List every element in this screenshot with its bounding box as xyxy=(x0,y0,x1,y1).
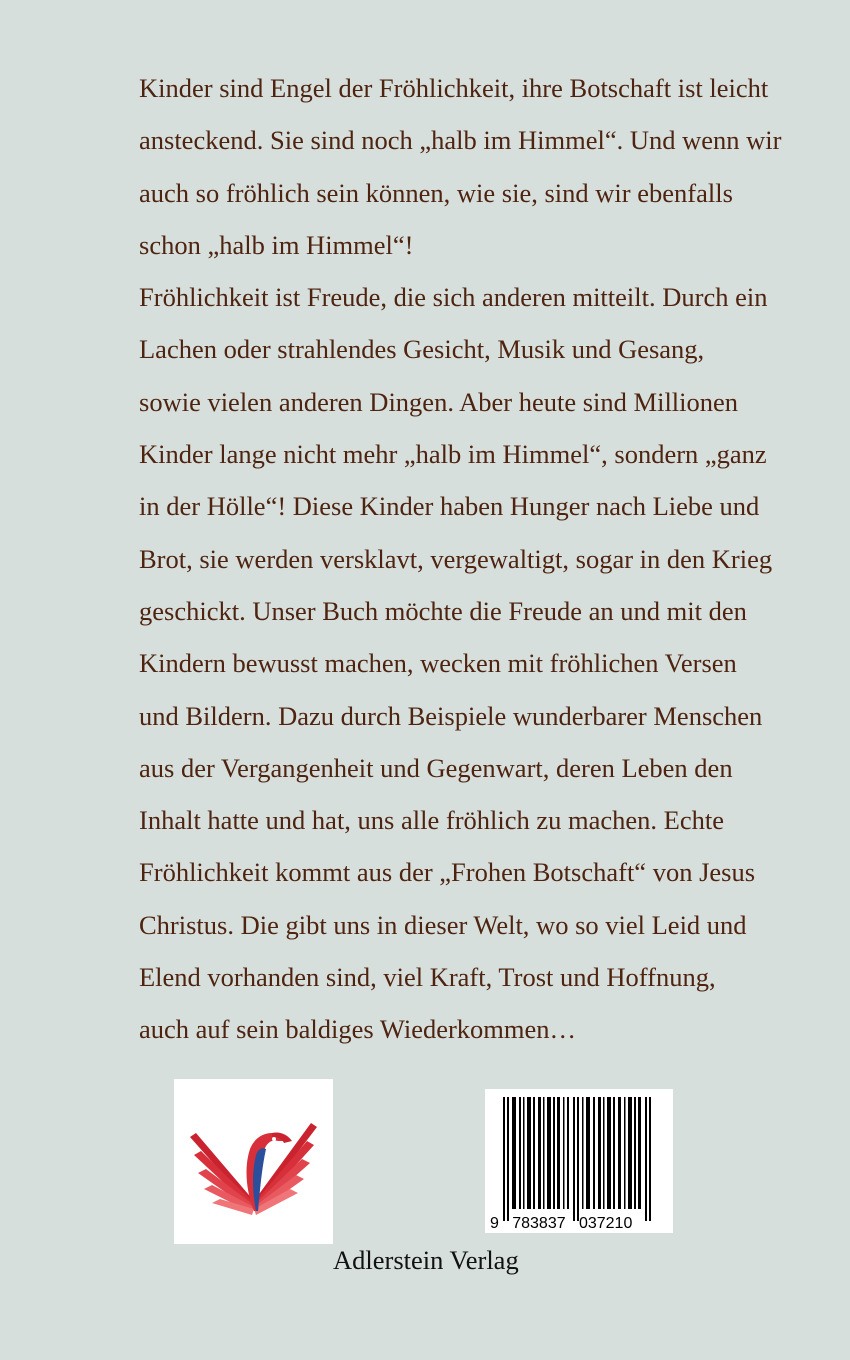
blurb-line: Inhalt hatte und hat, uns alle fröhlich zu machen. Echte xyxy=(139,805,724,836)
isbn-barcode xyxy=(485,1089,673,1233)
publisher-logo xyxy=(174,1079,333,1244)
barcode-icon xyxy=(485,1089,673,1233)
blurb-line: geschickt. Unser Buch möchte die Freude an und mit den xyxy=(139,595,747,626)
blurb-line: schon „halb im Himmel“! xyxy=(139,229,414,260)
blurb-line: ansteckend. Sie sind noch „halb im Himmel“. Und wenn wir xyxy=(139,125,782,156)
blurb-line: Fröhlichkeit kommt aus der „Frohen Botschaft“ von Jesus xyxy=(139,857,756,888)
blurb-line: auch auf sein baldiges Wiederkommen… xyxy=(139,1014,577,1045)
blurb-line: Fröhlichkeit ist Freude, die sich anderen mitteilt. Durch ein xyxy=(139,282,768,313)
blurb-line: Kinder lange nicht mehr „halb im Himmel“, sondern „ganz xyxy=(139,439,767,470)
blurb-line: Christus. Die gibt uns in dieser Welt, wo so viel Leid und xyxy=(139,909,747,940)
blurb-line: sowie vielen anderen Dingen. Aber heute sind Millionen xyxy=(139,386,739,417)
blurb-line: Kindern bewusst machen, wecken mit fröhlichen Versen xyxy=(139,648,737,679)
back-cover-blurb xyxy=(139,66,819,1060)
blurb-line: auch so fröhlich sein können, wie sie, sind wir ebenfalls xyxy=(139,177,733,208)
eagle-book-logo-icon xyxy=(174,1079,333,1244)
blurb-line: Kinder sind Engel der Fröhlichkeit, ihre Botschaft ist leicht xyxy=(139,73,769,103)
blurb-line: und Bildern. Dazu durch Beispiele wunderbarer Menschen xyxy=(139,700,763,731)
blurb-line: Lachen oder strahlendes Gesicht, Musik und Gesang, xyxy=(139,334,705,365)
blurb-line: aus der Vergangenheit und Gegenwart, deren Leben den xyxy=(139,752,733,783)
blurb-line: Brot, sie werden versklavt, vergewaltigt, sogar in den Krieg xyxy=(139,543,773,574)
blurb-line: Elend vorhanden sind, viel Kraft, Trost und Hoffnung, xyxy=(139,962,716,993)
publisher-name: Adlerstein Verlag xyxy=(333,1245,519,1275)
blurb-line: in der Hölle“! Diese Kinder haben Hunger nach Liebe und xyxy=(139,491,760,522)
barcode-digits: 9 783837 037210 xyxy=(490,1215,633,1232)
